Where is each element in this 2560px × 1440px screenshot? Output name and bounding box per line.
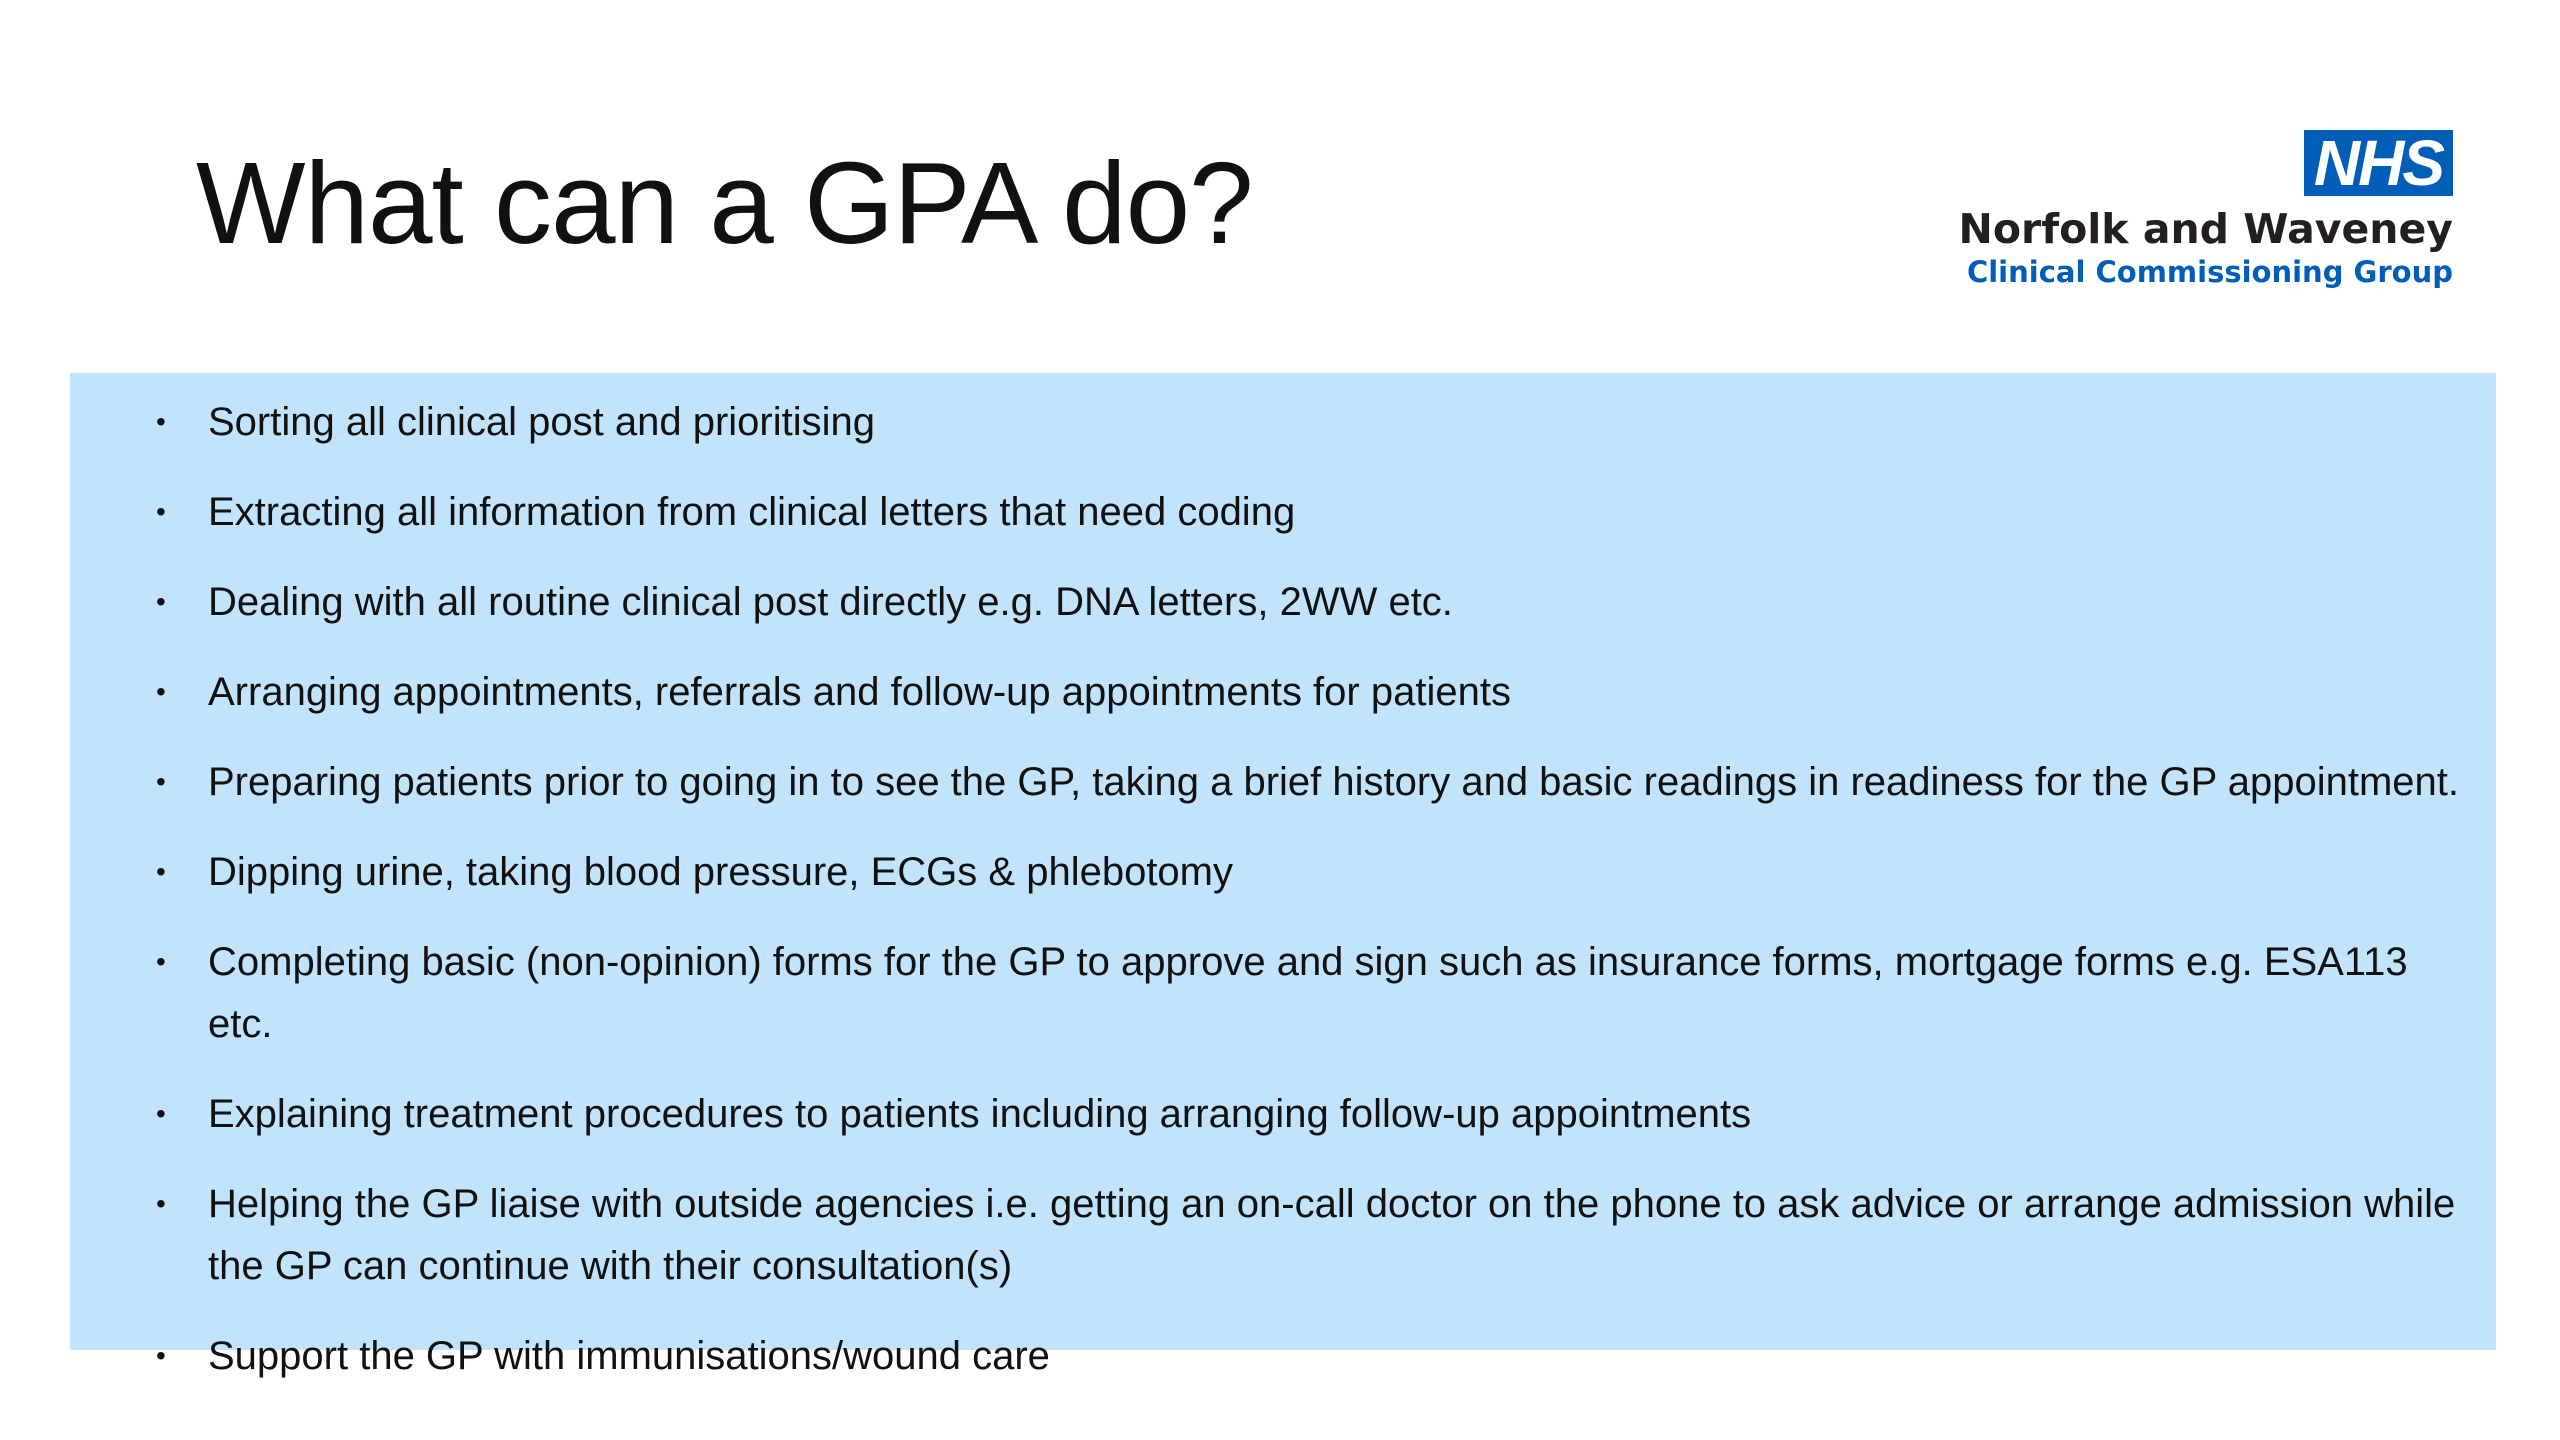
organisation-subtitle: Clinical Commissioning Group — [1966, 255, 2453, 290]
content-box — [70, 373, 2496, 1378]
bullet-item: • Arranging appointments, referrals and follow-up appointments for patients — [120, 661, 2466, 723]
bullet-item: • Dipping urine, taking blood pressure, ECGs & phlebotomy — [120, 841, 2466, 903]
organisation-name: Norfolk and Waveney — [1958, 205, 2453, 253]
bullet-item: • Helping the GP liaise with outside agencies i.e. getting an on-call doctor on the phone to ask advice or arrange admission while the GP can continue with their consultation(s) — [120, 1173, 2466, 1297]
bullet-item: • Dealing with all routine clinical post directly e.g. DNA letters, 2WW etc. — [120, 571, 2466, 633]
bullet-item: • Support the GP with immunisations/wound care — [120, 1325, 2466, 1387]
slide-title: What can a GPA do? — [196, 138, 1253, 268]
nhs-badge: NHS — [2304, 130, 2453, 196]
bullet-item: • Preparing patients prior to going in to see the GP, taking a brief history and basic readings in readiness for the GP appointment. — [120, 751, 2466, 813]
bullet-list — [120, 391, 2466, 1387]
bullet-item: • Explaining treatment procedures to patients including arranging follow-up appointments — [120, 1083, 2466, 1145]
nhs-logo — [1913, 127, 2453, 290]
bullet-item: • Sorting all clinical post and prioritising — [120, 391, 2466, 453]
bullet-item: • Extracting all information from clinical letters that need coding — [120, 481, 2466, 543]
bullet-item: • Completing basic (non-opinion) forms for the GP to approve and sign such as insurance forms, mortgage forms e.g. ESA113 etc. — [120, 931, 2466, 1055]
